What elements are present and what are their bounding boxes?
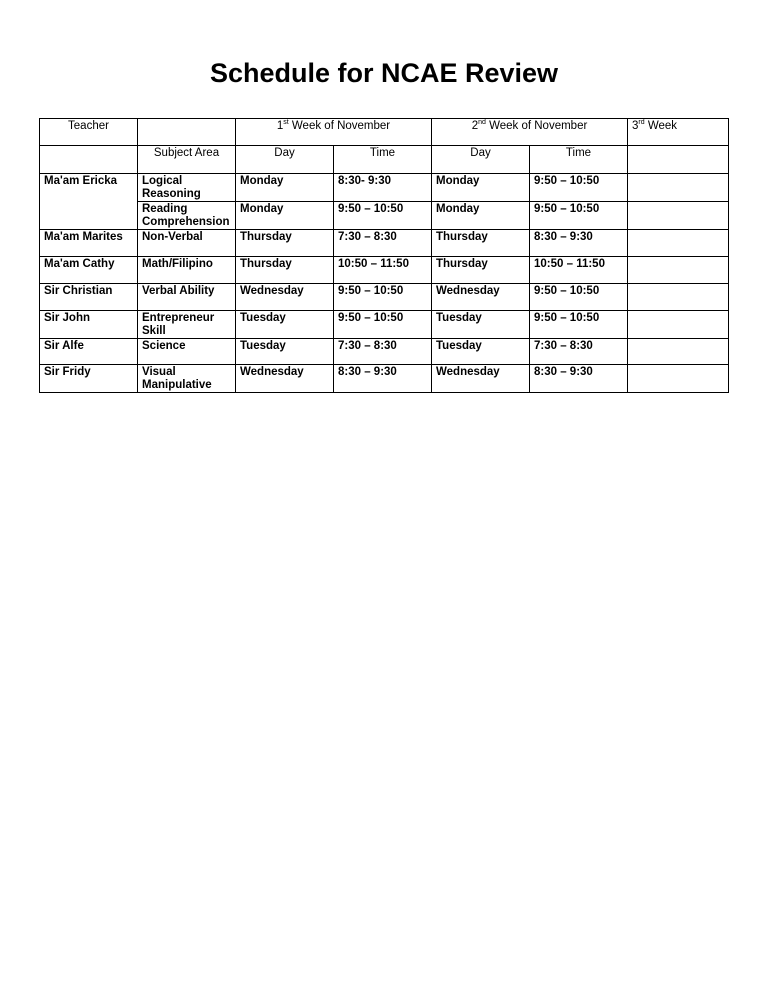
day-week-1-cell: Wednesday [236,284,334,311]
schedule-table [39,118,729,393]
time-week-2-cell: 9:50 – 10:50 [530,174,628,202]
header-day-week-1: Day [236,146,334,174]
header-week-3: 3rd Week [628,119,729,146]
table-row [40,284,729,311]
teacher-cell: Sir Fridy [40,365,138,393]
day-week-2-cell: Thursday [432,257,530,284]
week-3-cell [628,311,729,339]
week-3-cell [628,257,729,284]
header-teacher: Teacher [40,119,138,146]
time-week-2-cell: 9:50 – 10:50 [530,284,628,311]
teacher-cell: Sir John [40,311,138,339]
time-week-1-cell: 7:30 – 8:30 [334,230,432,257]
page-title: Schedule for NCAE Review [209,58,559,88]
day-week-1-cell: Tuesday [236,339,334,365]
week-3-cell [628,230,729,257]
day-week-1-cell: Tuesday [236,311,334,339]
day-week-2-cell: Wednesday [432,365,530,393]
week-3-cell [628,284,729,311]
time-week-1-cell: 8:30- 9:30 [334,174,432,202]
time-week-2-cell: 10:50 – 11:50 [530,257,628,284]
table-row [40,311,729,339]
week-3-cell [628,339,729,365]
time-week-2-cell: 9:50 – 10:50 [530,311,628,339]
week-3-cell [628,365,729,393]
header-row-2 [40,146,729,174]
subject-cell: Logical Reasoning [138,174,236,202]
table-row [40,365,729,393]
teacher-cell: Ma'am Marites [40,230,138,257]
header-time-week-2: Time [530,146,628,174]
time-week-1-cell: 9:50 – 10:50 [334,202,432,230]
header-teacher-continued [40,146,138,174]
subject-cell: Reading Comprehension [138,202,236,230]
day-week-1-cell: Monday [236,174,334,202]
header-week-1: 1st Week of November [236,119,432,146]
day-week-2-cell: Wednesday [432,284,530,311]
time-week-2-cell: 8:30 – 9:30 [530,365,628,393]
time-week-1-cell: 10:50 – 11:50 [334,257,432,284]
time-week-1-cell: 9:50 – 10:50 [334,311,432,339]
day-week-1-cell: Monday [236,202,334,230]
day-week-2-cell: Tuesday [432,339,530,365]
teacher-cell: Ma'am Cathy [40,257,138,284]
day-week-2-cell: Thursday [432,230,530,257]
time-week-2-cell: 9:50 – 10:50 [530,202,628,230]
table-row [40,339,729,365]
week-3-cell [628,202,729,230]
time-week-2-cell: 7:30 – 8:30 [530,339,628,365]
time-week-1-cell: 8:30 – 9:30 [334,365,432,393]
time-week-2-cell: 8:30 – 9:30 [530,230,628,257]
subject-cell: Non-Verbal [138,230,236,257]
day-week-1-cell: Wednesday [236,365,334,393]
week-3-cell [628,174,729,202]
time-week-1-cell: 7:30 – 8:30 [334,339,432,365]
teacher-cell: Ma'am Ericka [40,174,138,230]
subject-cell: Entrepreneur Skill [138,311,236,339]
subject-cell: Math/Filipino [138,257,236,284]
table-row [40,257,729,284]
day-week-1-cell: Thursday [236,230,334,257]
subject-cell: Visual Manipulative [138,365,236,393]
header-week-3-blank [628,146,729,174]
header-blank [138,119,236,146]
header-day-week-2: Day [432,146,530,174]
header-week-2: 2nd Week of November [432,119,628,146]
day-week-2-cell: Tuesday [432,311,530,339]
header-time-week-1: Time [334,146,432,174]
day-week-2-cell: Monday [432,202,530,230]
subject-cell: Verbal Ability [138,284,236,311]
day-week-2-cell: Monday [432,174,530,202]
time-week-1-cell: 9:50 – 10:50 [334,284,432,311]
table-row [40,174,729,202]
subject-cell: Science [138,339,236,365]
teacher-cell: Sir Christian [40,284,138,311]
table-row [40,202,729,230]
day-week-1-cell: Thursday [236,257,334,284]
teacher-cell: Sir Alfe [40,339,138,365]
header-subject-area: Subject Area [138,146,236,174]
header-row-1 [40,119,729,146]
table-row [40,230,729,257]
